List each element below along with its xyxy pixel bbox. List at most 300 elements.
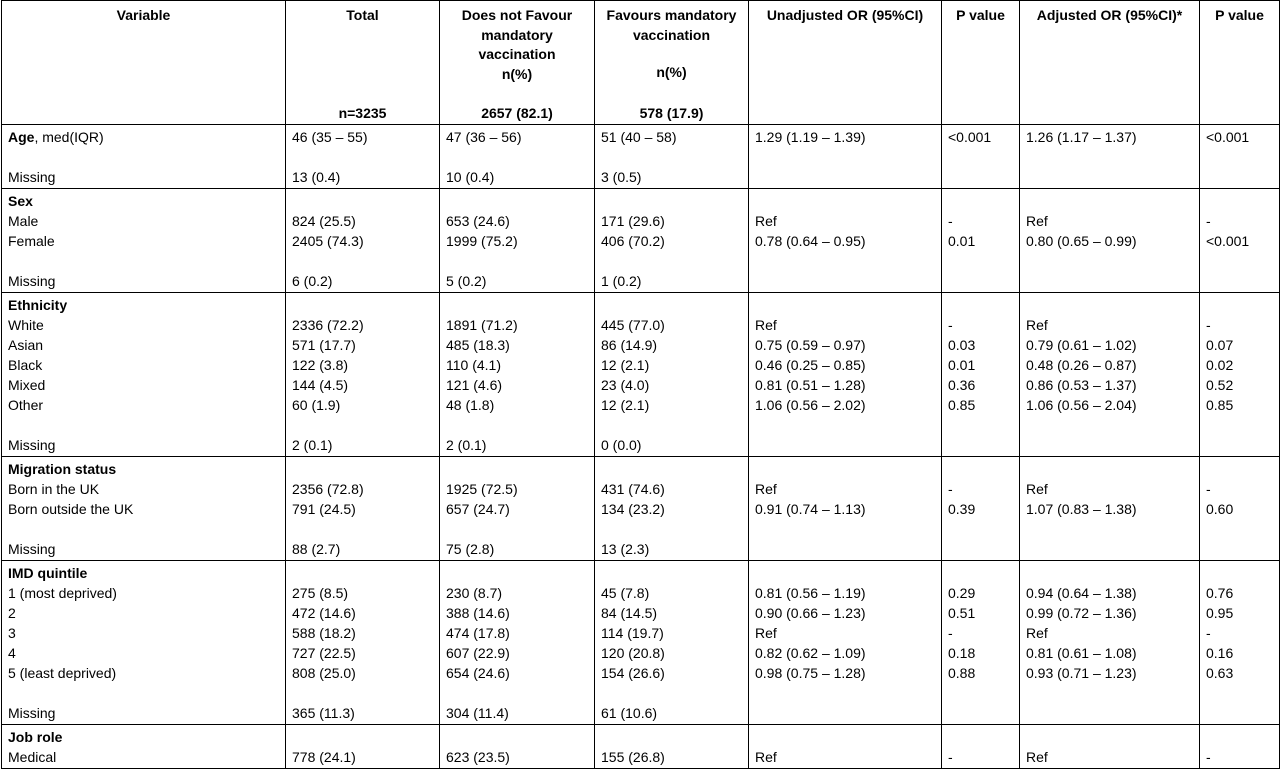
cell-value: 657 (24.7) — [446, 501, 510, 517]
total-cell — [286, 293, 440, 457]
blank-line — [601, 727, 742, 747]
cell-value — [755, 271, 935, 291]
cell-value: 0.39 — [948, 501, 976, 517]
cell-value — [1026, 271, 1193, 291]
cell-value: 474 (17.8) — [446, 625, 510, 641]
row-label: 3 — [8, 625, 16, 641]
cell-value: 588 (18.2) — [292, 625, 356, 641]
blank-line — [601, 459, 742, 479]
cell-value: 47 (36 – 56) — [446, 129, 522, 145]
cell-value: 0.93 (0.71 – 1.23) — [1026, 665, 1137, 681]
blank-line — [1206, 727, 1273, 747]
cell-value — [948, 435, 1013, 455]
total-cell — [286, 457, 440, 561]
cell-value: 1.07 (0.83 – 1.38) — [1026, 501, 1137, 517]
group-header: Job role — [8, 729, 63, 745]
row-label: 2 — [8, 605, 16, 621]
cell-value — [1026, 703, 1193, 723]
p-value-1-cell — [942, 293, 1020, 457]
favours-cell — [595, 725, 749, 769]
blank-line — [948, 459, 1013, 479]
row-label: Missing — [8, 541, 56, 557]
cell-value: 5 (0.2) — [446, 273, 487, 289]
blank-line — [8, 415, 279, 435]
cell-value: 0.02 — [1206, 357, 1234, 373]
unadjusted-or-cell — [749, 125, 942, 189]
cell-value: 0.80 (0.65 – 0.99) — [1026, 233, 1137, 249]
header-favours: Favours mandatory vaccination n(%) 578 (17.9) — [595, 1, 749, 125]
header-unadjusted-or: Unadjusted OR (95%CI) — [749, 1, 942, 125]
cell-value: 778 (24.1) — [292, 749, 356, 765]
cell-value: 2356 (72.8) — [292, 481, 364, 497]
cell-value: 0.48 (0.26 – 0.87) — [1026, 357, 1137, 373]
row-label: Female — [8, 233, 55, 249]
blank-line — [755, 147, 935, 167]
cell-value: 110 (4.1) — [446, 357, 501, 373]
favours-cell — [595, 457, 749, 561]
blank-line — [446, 295, 588, 315]
blank-line — [1206, 295, 1273, 315]
blank-line — [292, 563, 433, 583]
cell-value: 0.01 — [948, 357, 976, 373]
cell-value: 0.78 (0.64 – 0.95) — [755, 233, 866, 249]
group-header: IMD quintile — [8, 565, 88, 581]
cell-value: 12 (2.1) — [601, 397, 650, 413]
cell-value: 51 (40 – 58) — [601, 129, 677, 145]
header-total-n: n=3235 — [338, 104, 387, 121]
cell-value: Ref — [755, 481, 777, 497]
cell-value: - — [1206, 749, 1211, 765]
header-row — [2, 1, 1280, 125]
cell-value: 171 (29.6) — [601, 213, 665, 229]
cell-value: - — [1206, 625, 1211, 641]
cell-value: 365 (11.3) — [292, 705, 355, 721]
not-favour-cell — [440, 125, 595, 189]
cell-value: 791 (24.5) — [292, 501, 356, 517]
group-row — [2, 189, 1280, 293]
blank-line — [601, 415, 742, 435]
cell-value: 0.46 (0.25 – 0.85) — [755, 357, 866, 373]
blank-line — [1206, 251, 1273, 271]
adjusted-or-cell — [1020, 457, 1200, 561]
cell-value: 23 (4.0) — [601, 377, 650, 393]
blank-line — [1026, 415, 1193, 435]
cell-value: 155 (26.8) — [601, 749, 665, 765]
results-table — [1, 0, 1280, 769]
group-row — [2, 457, 1280, 561]
cell-value: 61 (10.6) — [601, 705, 658, 721]
favours-cell — [595, 125, 749, 189]
blank-line — [446, 563, 588, 583]
unadjusted-or-cell — [749, 561, 942, 725]
cell-value: 1.06 (0.56 – 2.02) — [755, 397, 866, 413]
blank-line — [948, 295, 1013, 315]
not-favour-cell — [440, 561, 595, 725]
cell-value: 0.81 (0.51 – 1.28) — [755, 377, 866, 393]
blank-line — [1206, 519, 1273, 539]
cell-value: <0.001 — [1206, 233, 1250, 249]
row-label: Missing — [8, 437, 56, 453]
blank-line — [755, 295, 935, 315]
cell-value: 0.60 — [1206, 501, 1234, 517]
unadjusted-or-cell — [749, 293, 942, 457]
cell-value: 0.95 — [1206, 605, 1234, 621]
cell-value: 0.29 — [948, 585, 976, 601]
cell-value: Ref — [1026, 317, 1048, 333]
cell-value: 0.81 (0.56 – 1.19) — [755, 585, 866, 601]
cell-value: 1.26 (1.17 – 1.37) — [1026, 129, 1137, 145]
cell-value: 1.06 (0.56 – 2.04) — [1026, 397, 1137, 413]
p-value-1-cell — [942, 125, 1020, 189]
blank-line — [948, 683, 1013, 703]
cell-value: 0.07 — [1206, 337, 1234, 353]
cell-value: 230 (8.7) — [446, 585, 503, 601]
blank-line — [755, 563, 935, 583]
blank-line — [1026, 147, 1193, 167]
blank-line — [601, 251, 742, 271]
blank-line — [1026, 683, 1193, 703]
blank-line — [292, 683, 433, 703]
cell-value: 1925 (72.5) — [446, 481, 518, 497]
cell-value: 2336 (72.2) — [292, 317, 364, 333]
blank-line — [292, 459, 433, 479]
cell-value: Ref — [755, 317, 777, 333]
blank-line — [292, 415, 433, 435]
cell-value: 2405 (74.3) — [292, 233, 364, 249]
blank-line — [755, 519, 935, 539]
adjusted-or-cell — [1020, 293, 1200, 457]
cell-value: 0.91 (0.74 – 1.13) — [755, 501, 866, 517]
cell-value: 445 (77.0) — [601, 317, 665, 333]
cell-value: Ref — [1026, 625, 1048, 641]
cell-value: - — [1206, 481, 1211, 497]
cell-value — [1026, 435, 1193, 455]
variable-cell — [2, 561, 286, 725]
cell-value: 13 (2.3) — [601, 541, 650, 557]
cell-value: 0.16 — [1206, 645, 1234, 661]
cell-value: 1891 (71.2) — [446, 317, 518, 333]
blank-line — [292, 727, 433, 747]
cell-value — [1206, 167, 1273, 187]
blank-line — [755, 251, 935, 271]
group-row — [2, 561, 1280, 725]
p-value-2-cell — [1200, 725, 1280, 769]
cell-value: <0.001 — [948, 129, 992, 145]
cell-value — [1026, 539, 1193, 559]
row-label: Missing — [8, 169, 56, 185]
variable-cell — [2, 293, 286, 457]
cell-value: 0.63 — [1206, 665, 1234, 681]
cell-value: Ref — [1026, 213, 1048, 229]
blank-line — [8, 251, 279, 271]
row-label-rest: , med(IQR) — [34, 129, 104, 145]
cell-value — [755, 167, 935, 187]
blank-line — [948, 191, 1013, 211]
blank-line — [948, 251, 1013, 271]
cell-value: 46 (35 – 55) — [292, 129, 368, 145]
group-row — [2, 293, 1280, 457]
blank-line — [755, 191, 935, 211]
cell-value: 75 (2.8) — [446, 541, 495, 557]
blank-line — [1026, 251, 1193, 271]
blank-line — [1026, 563, 1193, 583]
group-row — [2, 125, 1280, 189]
blank-line — [446, 519, 588, 539]
row-label-bold: Age — [8, 129, 35, 145]
cell-value: - — [1206, 317, 1211, 333]
cell-value: 0 (0.0) — [601, 437, 642, 453]
adjusted-or-cell — [1020, 561, 1200, 725]
cell-value: - — [948, 317, 953, 333]
blank-line — [601, 563, 742, 583]
cell-value: 0.99 (0.72 – 1.36) — [1026, 605, 1137, 621]
cell-value: 0.98 (0.75 – 1.28) — [755, 665, 866, 681]
not-favour-cell — [440, 457, 595, 561]
blank-line — [1026, 295, 1193, 315]
cell-value: 0.88 — [948, 665, 976, 681]
cell-value: Ref — [755, 749, 777, 765]
blank-line — [8, 147, 279, 167]
total-cell — [286, 125, 440, 189]
cell-value: - — [948, 625, 953, 641]
not-favour-cell — [440, 725, 595, 769]
cell-value: 48 (1.8) — [446, 397, 495, 413]
group-row — [2, 725, 1280, 769]
row-label: White — [8, 317, 44, 333]
cell-value: 10 (0.4) — [446, 169, 495, 185]
cell-value: 121 (4.6) — [446, 377, 503, 393]
blank-line — [446, 727, 588, 747]
cell-value: 0.85 — [948, 397, 976, 413]
cell-value: 0.18 — [948, 645, 976, 661]
cell-value: 808 (25.0) — [292, 665, 356, 681]
cell-value: 1999 (75.2) — [446, 233, 518, 249]
cell-value — [948, 271, 1013, 291]
cell-value: 472 (14.6) — [292, 605, 356, 621]
row-label: Male — [8, 213, 39, 229]
favours-cell — [595, 561, 749, 725]
cell-value: 485 (18.3) — [446, 337, 510, 353]
cell-value: 0.82 (0.62 – 1.09) — [755, 645, 866, 661]
blank-line — [755, 683, 935, 703]
blank-line — [601, 295, 742, 315]
cell-value: 0.81 (0.61 – 1.08) — [1026, 645, 1137, 661]
cell-value: - — [948, 213, 953, 229]
blank-line — [1206, 147, 1273, 167]
blank-line — [8, 683, 279, 703]
header-p-value-2: P value — [1200, 1, 1280, 125]
cell-value: 623 (23.5) — [446, 749, 510, 765]
blank-line — [1026, 191, 1193, 211]
cell-value: 0.85 — [1206, 397, 1234, 413]
blank-line — [755, 727, 935, 747]
blank-line — [446, 251, 588, 271]
cell-value: 0.52 — [1206, 377, 1234, 393]
blank-line — [601, 191, 742, 211]
row-label: Born in the UK — [8, 481, 100, 497]
adjusted-or-cell — [1020, 125, 1200, 189]
row-label: Other — [8, 397, 44, 413]
blank-line — [755, 415, 935, 435]
cell-value: 1 (0.2) — [601, 273, 642, 289]
p-value-2-cell — [1200, 125, 1280, 189]
row-label: Mixed — [8, 377, 46, 393]
cell-value: 0.94 (0.64 – 1.38) — [1026, 585, 1137, 601]
cell-value: 0.79 (0.61 – 1.02) — [1026, 337, 1137, 353]
cell-value: 134 (23.2) — [601, 501, 665, 517]
blank-line — [948, 519, 1013, 539]
cell-value — [948, 167, 1013, 187]
cell-value: <0.001 — [1206, 129, 1250, 145]
blank-line — [1206, 415, 1273, 435]
blank-line — [948, 415, 1013, 435]
row-label — [8, 127, 279, 147]
row-label: Medical — [8, 749, 57, 765]
p-value-1-cell — [942, 189, 1020, 293]
blank-line — [446, 147, 588, 167]
row-label: Born outside the UK — [8, 501, 134, 517]
cell-value: 154 (26.6) — [601, 665, 665, 681]
cell-value: Ref — [755, 625, 777, 641]
row-label: 4 — [8, 645, 16, 661]
p-value-2-cell — [1200, 293, 1280, 457]
adjusted-or-cell — [1020, 725, 1200, 769]
row-label: Black — [8, 357, 43, 373]
header-not-favour: Does not Favour mandatory vaccination n(%) 2657 (82.1) — [440, 1, 595, 125]
blank-line — [948, 563, 1013, 583]
p-value-1-cell — [942, 457, 1020, 561]
header-variable: Variable — [2, 1, 286, 125]
row-label: 5 (least deprived) — [8, 665, 117, 681]
header-favours-n: 578 (17.9) — [639, 104, 704, 121]
cell-value: 122 (3.8) — [292, 357, 349, 373]
cell-value: 0.86 (0.53 – 1.37) — [1026, 377, 1137, 393]
group-header: Ethnicity — [8, 297, 68, 313]
blank-line — [948, 727, 1013, 747]
cell-value — [1026, 167, 1193, 187]
blank-line — [8, 519, 279, 539]
cell-value: 13 (0.4) — [292, 169, 341, 185]
cell-value: 114 (19.7) — [601, 625, 664, 641]
cell-value — [1206, 539, 1273, 559]
blank-line — [1206, 191, 1273, 211]
cell-value: 607 (22.9) — [446, 645, 510, 661]
cell-value: 0.03 — [948, 337, 976, 353]
cell-value: 431 (74.6) — [601, 481, 665, 497]
variable-cell — [2, 725, 286, 769]
blank-line — [292, 147, 433, 167]
cell-value: 2 (0.1) — [446, 437, 487, 453]
total-cell — [286, 725, 440, 769]
cell-value: Ref — [1026, 749, 1048, 765]
cell-value: 571 (17.7) — [292, 337, 356, 353]
cell-value: 406 (70.2) — [601, 233, 665, 249]
blank-line — [1206, 563, 1273, 583]
blank-line — [446, 459, 588, 479]
blank-line — [1206, 459, 1273, 479]
blank-line — [446, 191, 588, 211]
favours-cell — [595, 189, 749, 293]
cell-value: 144 (4.5) — [292, 377, 349, 393]
blank-line — [292, 191, 433, 211]
cell-value: - — [948, 481, 953, 497]
cell-value — [755, 539, 935, 559]
blank-line — [601, 519, 742, 539]
row-label: Asian — [8, 337, 44, 353]
cell-value — [948, 703, 1013, 723]
blank-line — [446, 683, 588, 703]
row-label: 1 (most deprived) — [8, 585, 117, 601]
cell-value: 88 (2.7) — [292, 541, 341, 557]
cell-value — [1206, 703, 1273, 723]
blank-line — [292, 295, 433, 315]
unadjusted-or-cell — [749, 725, 942, 769]
header-not-favour-n: 2657 (82.1) — [481, 104, 553, 121]
variable-cell — [2, 189, 286, 293]
cell-value — [1206, 435, 1273, 455]
blank-line — [755, 459, 935, 479]
p-value-2-cell — [1200, 457, 1280, 561]
favours-cell — [595, 293, 749, 457]
cell-value: 1.29 (1.19 – 1.39) — [755, 129, 866, 145]
cell-value — [755, 703, 935, 723]
cell-value: Ref — [1026, 481, 1048, 497]
variable-cell — [2, 457, 286, 561]
cell-value: - — [948, 749, 953, 765]
header-total: Total n=3235 — [286, 1, 440, 125]
blank-line — [1026, 519, 1193, 539]
cell-value: 86 (14.9) — [601, 337, 658, 353]
p-value-2-cell — [1200, 561, 1280, 725]
cell-value: 0.90 (0.66 – 1.23) — [755, 605, 866, 621]
cell-value: 653 (24.6) — [446, 213, 510, 229]
p-value-2-cell — [1200, 189, 1280, 293]
cell-value: Ref — [755, 213, 777, 229]
not-favour-cell — [440, 189, 595, 293]
group-header: Sex — [8, 193, 33, 209]
cell-value: 275 (8.5) — [292, 585, 349, 601]
cell-value: 84 (14.5) — [601, 605, 658, 621]
p-value-1-cell — [942, 725, 1020, 769]
cell-value: 45 (7.8) — [601, 585, 650, 601]
header-p-value-1: P value — [942, 1, 1020, 125]
cell-value: 0.51 — [948, 605, 976, 621]
cell-value: 2 (0.1) — [292, 437, 333, 453]
blank-line — [446, 415, 588, 435]
blank-line — [601, 147, 742, 167]
blank-line — [948, 147, 1013, 167]
group-header: Migration status — [8, 461, 117, 477]
cell-value: 12 (2.1) — [601, 357, 650, 373]
row-label: Missing — [8, 273, 56, 289]
cell-value: 304 (11.4) — [446, 705, 509, 721]
cell-value: 727 (22.5) — [292, 645, 356, 661]
blank-line — [1026, 727, 1193, 747]
cell-value: - — [1206, 213, 1211, 229]
cell-value: 824 (25.5) — [292, 213, 356, 229]
cell-value: 0.36 — [948, 377, 976, 393]
cell-value — [755, 435, 935, 455]
cell-value: 6 (0.2) — [292, 273, 333, 289]
blank-line — [1206, 683, 1273, 703]
cell-value: 0.75 (0.59 – 0.97) — [755, 337, 866, 353]
cell-value — [1206, 271, 1273, 291]
cell-value: 60 (1.9) — [292, 397, 341, 413]
cell-value: 3 (0.5) — [601, 169, 642, 185]
header-adjusted-or: Adjusted OR (95%CI)* — [1020, 1, 1200, 125]
cell-value: 0.01 — [948, 233, 976, 249]
p-value-1-cell — [942, 561, 1020, 725]
